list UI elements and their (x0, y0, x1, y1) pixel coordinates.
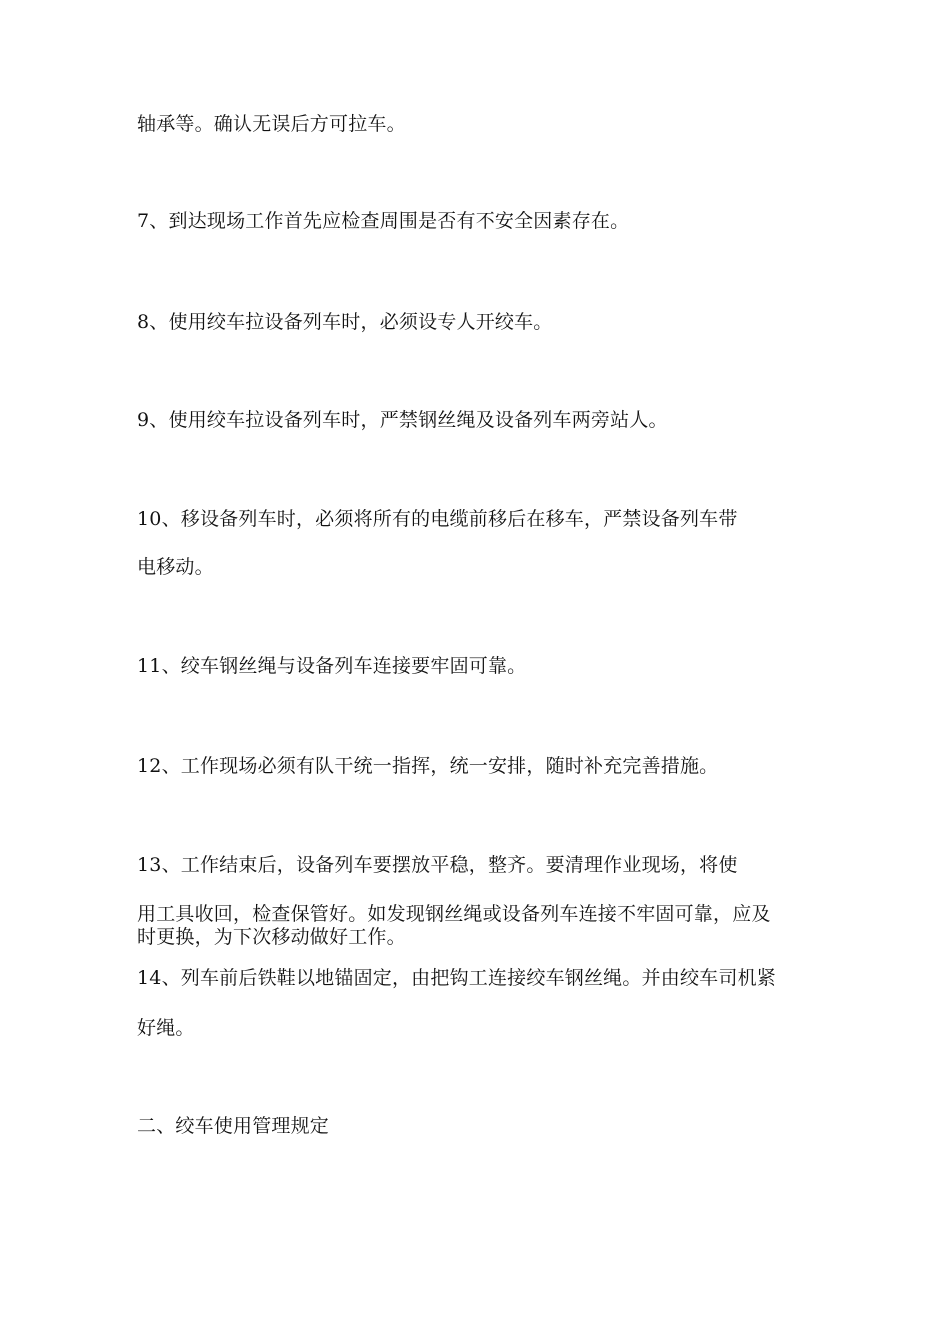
text-line: 12、工作现场必须有队干统一指挥，统一安排，随时补充完善措施。 (137, 755, 719, 777)
text-line: 7、到达现场工作首先应检查周围是否有不安全因素存在。 (137, 210, 630, 232)
text-line: 用工具收回，检查保管好。如发现钢丝绳或设备列车连接不牢固可靠，应及 (137, 903, 771, 925)
text-line: 14、列车前后铁鞋以地锚固定，由把钩工连接绞车钢丝绳。并由绞车司机紧 (137, 967, 776, 989)
text-line: 11、绞车钢丝绳与设备列车连接要牢固可靠。 (137, 655, 527, 677)
text-line: 电移动。 (137, 556, 214, 578)
text-line: 时更换，为下次移动做好工作。 (137, 926, 406, 948)
text-line: 13、工作结束后，设备列车要摆放平稳，整齐。要清理作业现场，将使 (137, 854, 738, 876)
text-line: 好绳。 (137, 1017, 195, 1039)
section-heading: 二、绞车使用管理规定 (137, 1115, 330, 1137)
text-line: 轴承等。确认无误后方可拉车。 (137, 113, 406, 135)
text-line: 10、移设备列车时，必须将所有的电缆前移后在移车，严禁设备列车带 (137, 508, 738, 530)
text-line: 8、使用绞车拉设备列车时，必须设专人开绞车。 (137, 311, 553, 333)
text-line: 9、使用绞车拉设备列车时，严禁钢丝绳及设备列车两旁站人。 (137, 409, 668, 431)
